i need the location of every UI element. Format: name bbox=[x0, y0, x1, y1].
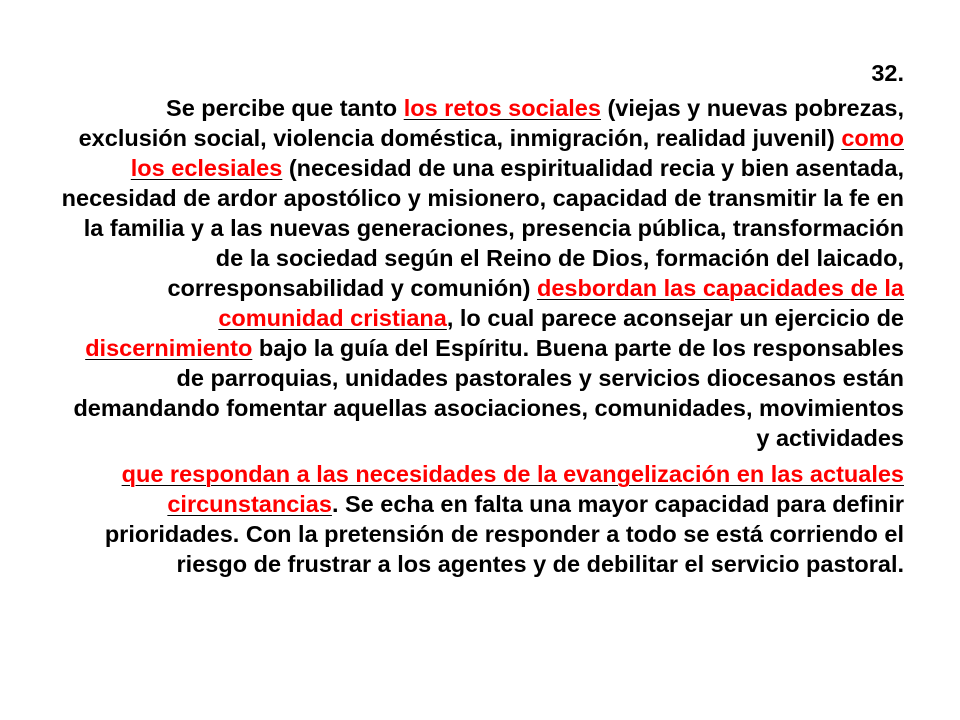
highlight-eclesiales: como los eclesiales bbox=[130, 125, 904, 181]
slide-text-block bbox=[60, 58, 904, 579]
highlight-retos-sociales: los retos sociales bbox=[403, 95, 601, 121]
paragraph-1-text-1: Se percibe que tanto bbox=[166, 95, 404, 121]
highlight-desbordan: desbordan las capacidades de la comunidad cristiana bbox=[218, 275, 904, 331]
highlight-evangelizacion: que respondan a las necesidades de la evangelización en las actuales circunstancias bbox=[121, 461, 904, 517]
highlight-discernimiento: discernimiento bbox=[85, 335, 253, 361]
paragraph-1-text-2: (viejas y nuevas pobrezas, exclusión social, violencia doméstica, inmigración, realidad juvenil) bbox=[78, 95, 904, 151]
paragraph-2-text-1: . Se echa en falta una mayor capacidad para definir prioridades. Con la pretensión de responder a todo se está corriendo el riesgo de frustrar a los agentes y de debilitar el servicio pastoral. bbox=[104, 491, 904, 577]
slide-number: 32. bbox=[871, 60, 904, 86]
paragraph-1-text-3: (necesidad de una espiritualidad recia y bien asentada, necesidad de ardor apostólico y misionero, capacidad de transmitir la fe en la familia y a las nuevas generaciones, presencia pública, transformación de la sociedad según el Reino de Dios, formación del laicado, corresponsabilidad y comunión) bbox=[61, 155, 904, 301]
paragraph-1-text-5: bajo la guía del Espíritu. Buena parte de los responsables de parroquias, unidades pastorales y servicios diocesanos están demandando fomentar aquellas asociaciones, comunidades, movimientos y actividades bbox=[73, 335, 904, 451]
paragraph-2 bbox=[60, 459, 904, 579]
paragraph-1-text-4: , lo cual parece aconsejar un ejercicio de bbox=[446, 305, 904, 331]
paragraph-1 bbox=[60, 93, 904, 453]
